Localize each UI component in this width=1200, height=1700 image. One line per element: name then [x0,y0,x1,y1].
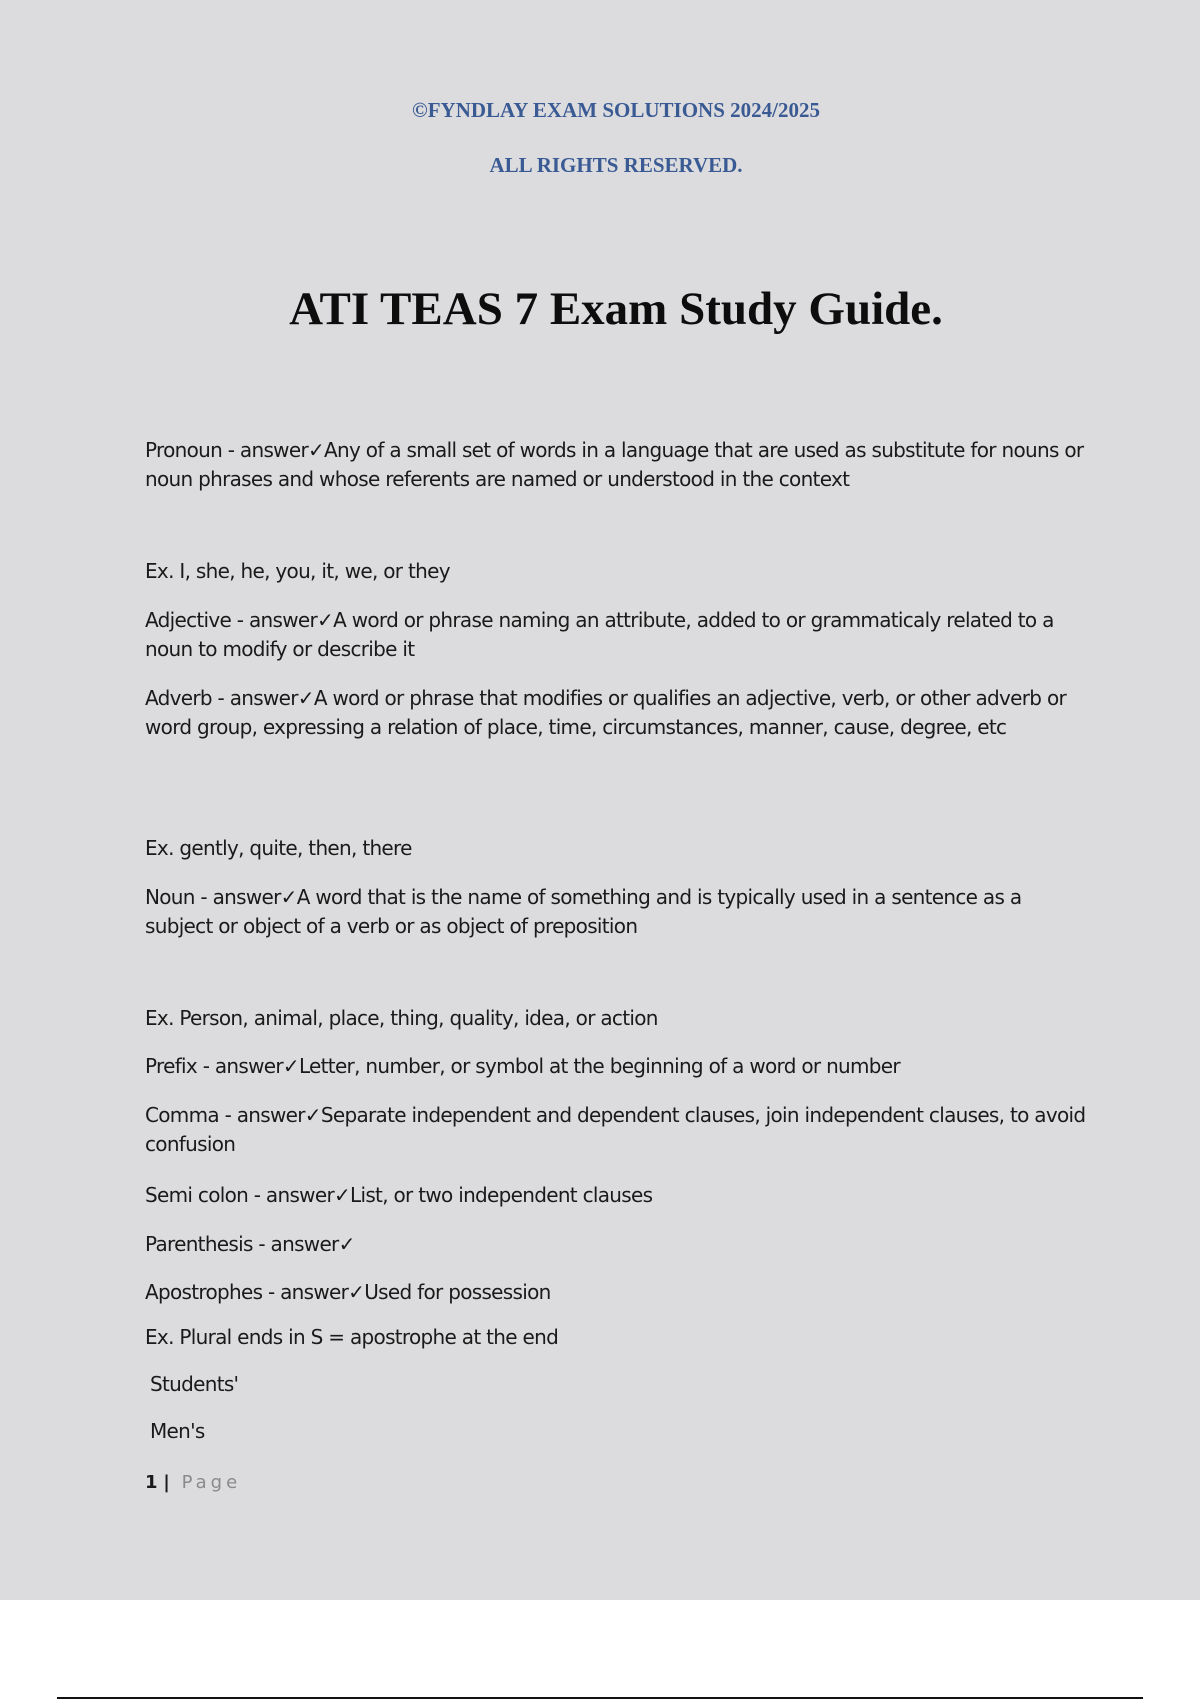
entry-term: Prefix - answer [145,1054,283,1078]
document-title: ATI TEAS 7 Exam Study Guide. [289,283,943,335]
entry-term: Noun - answer [145,885,281,909]
entry-term: Semi colon - answer [145,1183,334,1207]
check-icon: ✓ [297,686,314,710]
entry-apostrophes [145,1278,1090,1307]
entry-definition: Any of a small set of words in a language that are used as substitute for nouns or noun phrases and whose referents are named or understood in the context [145,438,1084,491]
copyright-notice: ©FYNDLAY EXAM SOLUTIONS 2024/2025 [412,98,820,122]
entry-adjective [145,606,1090,664]
entry-example-item: Students' [150,1372,239,1396]
entry-definition: Separate independent and dependent clauses, join independent clauses, to avoid confusion [145,1103,1086,1156]
check-icon: ✓ [282,1054,299,1078]
entry-definition: Letter, number, or symbol at the beginning of a word or number [298,1054,900,1078]
entry-semi-colon [145,1181,1090,1210]
check-icon: ✓ [333,1183,351,1207]
entry-noun [145,883,1090,941]
rights-notice: ALL RIGHTS RESERVED. [489,153,743,177]
entry-definition: List, or two independent clauses [350,1183,653,1207]
entry-term: Comma - answer [145,1103,305,1127]
entry-term: Apostrophes - answer [145,1280,349,1304]
check-icon: ✓ [317,608,334,632]
entry-example: Ex. I, she, he, you, it, we, or they [145,559,450,583]
entry-adverb [145,684,1090,742]
entry-prefix [145,1052,1090,1081]
entry-definition: A word or phrase that modifies or qualifies an adjective, verb, or other adverb or word group, expressing a relation of place, time, circumstances, manner, cause, degree, etc [145,686,1066,739]
page-label: Page [181,1472,242,1493]
entry-definition: A word that is the name of something and is typically used in a sentence as a subject or object of a verb or as object of preposition [145,885,1022,938]
page-number: 1 [145,1472,158,1493]
check-icon: ✓ [307,438,325,462]
entry-pronoun [145,436,1090,494]
entry-term: Parenthesis - answer [145,1232,339,1256]
entry-parenthesis [145,1230,1090,1259]
entry-term: Adjective - answer [145,608,317,632]
entry-example: Ex. Plural ends in S = apostrophe at the end [145,1325,559,1349]
entry-example: Ex. Person, animal, place, thing, quality, idea, or action [145,1006,658,1030]
entry-definition: A word or phrase naming an attribute, added to or grammaticaly related to a noun to modify or describe it [145,608,1054,661]
entry-definition: Used for possession [364,1280,551,1304]
entry-example-item: Men's [150,1419,205,1443]
check-icon: ✓ [348,1280,365,1304]
bottom-divider [57,1697,1143,1699]
entry-example: Ex. gently, quite, then, there [145,836,412,860]
entry-comma [145,1101,1090,1159]
page-separator: | [163,1472,170,1493]
entry-term: Adverb - answer [145,686,298,710]
check-icon: ✓ [304,1103,321,1127]
entry-term: Pronoun - answer [145,438,308,462]
check-icon: ✓ [280,885,297,909]
page-footer [145,1472,241,1493]
check-icon: ✓ [338,1232,355,1256]
